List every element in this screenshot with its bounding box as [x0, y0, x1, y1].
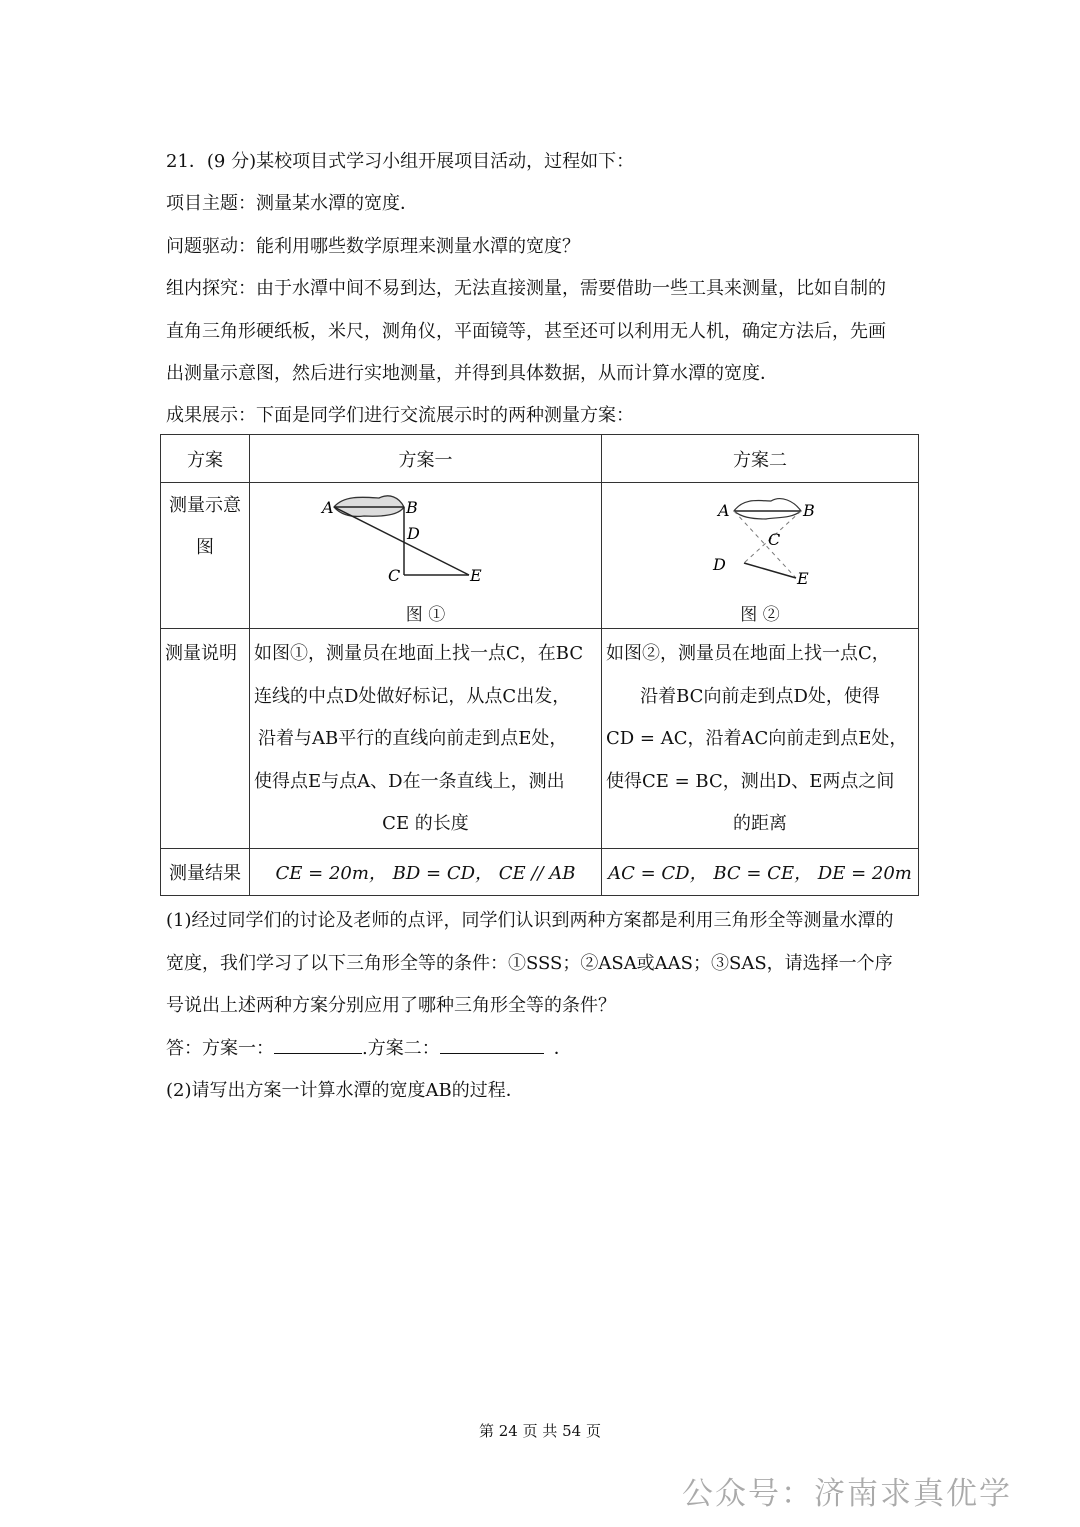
answer-end: ． [553, 1038, 572, 1059]
desc-line: CE 的长度 [382, 813, 469, 834]
part-1-text: 号说出上述两种方案分别应用了哪种三角形全等的条件？ [166, 995, 616, 1016]
desc-line: 沿着BC向前走到点D处，使得 [640, 685, 880, 707]
scheme-2-result: AC = CD， BC = CE， DE = 20m [602, 849, 919, 896]
label-a: A [322, 498, 334, 517]
scheme-2-description [602, 629, 919, 849]
desc-line: 使得点E与点A、D在一条直线上，测出 [254, 770, 565, 792]
desc-line: 的距离 [733, 813, 787, 834]
header-cell: 方案二 [602, 435, 919, 483]
figure-1-diagram [254, 483, 597, 595]
label-b: B [406, 498, 418, 517]
figure-1-cell [250, 483, 602, 629]
water-pond-shape [734, 499, 801, 519]
answer-blank-2[interactable] [440, 1035, 544, 1054]
scheme-1-description [250, 629, 602, 849]
row-label: 测量说明 [161, 629, 250, 849]
figure-2-diagram [606, 483, 914, 595]
part-1-text: (1)经过同学们的讨论及老师的点评，同学们认识到两种方案都是利用三角形全等测量水潭的 [166, 910, 894, 931]
label-e: E [797, 569, 809, 588]
problem-driver: 问题驱动：能利用哪些数学原理来测量水潭的宽度？ [166, 236, 580, 257]
watermark: 公众号：济南求真优学 [682, 1476, 1012, 1512]
part-2-text: (2)请写出方案一计算水潭的宽度AB的过程． [166, 1080, 524, 1101]
part-1-text: 宽度，我们学习了以下三角形全等的条件：①SSS；②ASA或AAS；③SAS，请选择一个序 [166, 953, 893, 974]
label-d: D [713, 555, 726, 574]
figure-1-caption: 图 ① [405, 605, 446, 625]
desc-line: 如图②，测量员在地面上找一点C， [606, 643, 890, 664]
label-e: E [470, 566, 482, 585]
explore-line: 组内探究：由于水潭中间不易到达，无法直接测量，需要借助一些工具来测量，比如自制的 [166, 278, 886, 299]
results-show: 成果展示：下面是同学们进行交流展示时的两种测量方案： [166, 405, 634, 426]
desc-line: 如图①，测量员在地面上找一点C，在BC [254, 643, 584, 664]
answer-label: 答：方案一： [166, 1038, 274, 1059]
page-footer: 第 24 页 共 54 页 [478, 1422, 601, 1440]
explore-line: 直角三角形硬纸板，米尺，测角仪，平面镜等，甚至还可以利用无人机，确定方法后，先画 [166, 321, 886, 342]
project-theme: 项目主题：测量某水潭的宽度． [166, 193, 418, 214]
figure-2-cell [602, 483, 919, 629]
row-label: 测量结果 [161, 849, 250, 896]
figure-2-caption: 图 ② [740, 605, 780, 625]
answer-mid: .方案二： [362, 1038, 440, 1059]
scheme-1-result: CE = 20m， BD = CD， CE // AB [250, 849, 602, 896]
header-cell: 方案 [161, 435, 250, 483]
answer-blank-1[interactable] [274, 1035, 362, 1054]
label-d: D [407, 524, 420, 543]
desc-line: 使得CE = BC，测出D、E两点之间 [606, 770, 895, 792]
explore-line: 出测量示意图，然后进行实地测量，并得到具体数据，从而计算水潭的宽度． [166, 363, 778, 384]
header-cell: 方案一 [250, 435, 602, 483]
question-title: 21．(9 分)某校项目式学习小组开展项目活动，过程如下： [166, 151, 635, 172]
label-b: B [803, 501, 815, 520]
desc-line: CD = AC，沿着AC向前走到点E处， [606, 728, 908, 749]
row-label: 测量示意图 [161, 483, 250, 629]
desc-line: 连线的中点D处做好标记，从点C出发， [254, 685, 571, 707]
label-a: A [718, 501, 730, 520]
label-c: C [388, 566, 401, 585]
schemes-table [160, 434, 919, 896]
answer-line [166, 1034, 572, 1060]
desc-line: 沿着与AB平行的直线向前走到点E处， [258, 728, 568, 749]
water-pond-shape [334, 496, 404, 517]
label-c: C [768, 530, 781, 549]
